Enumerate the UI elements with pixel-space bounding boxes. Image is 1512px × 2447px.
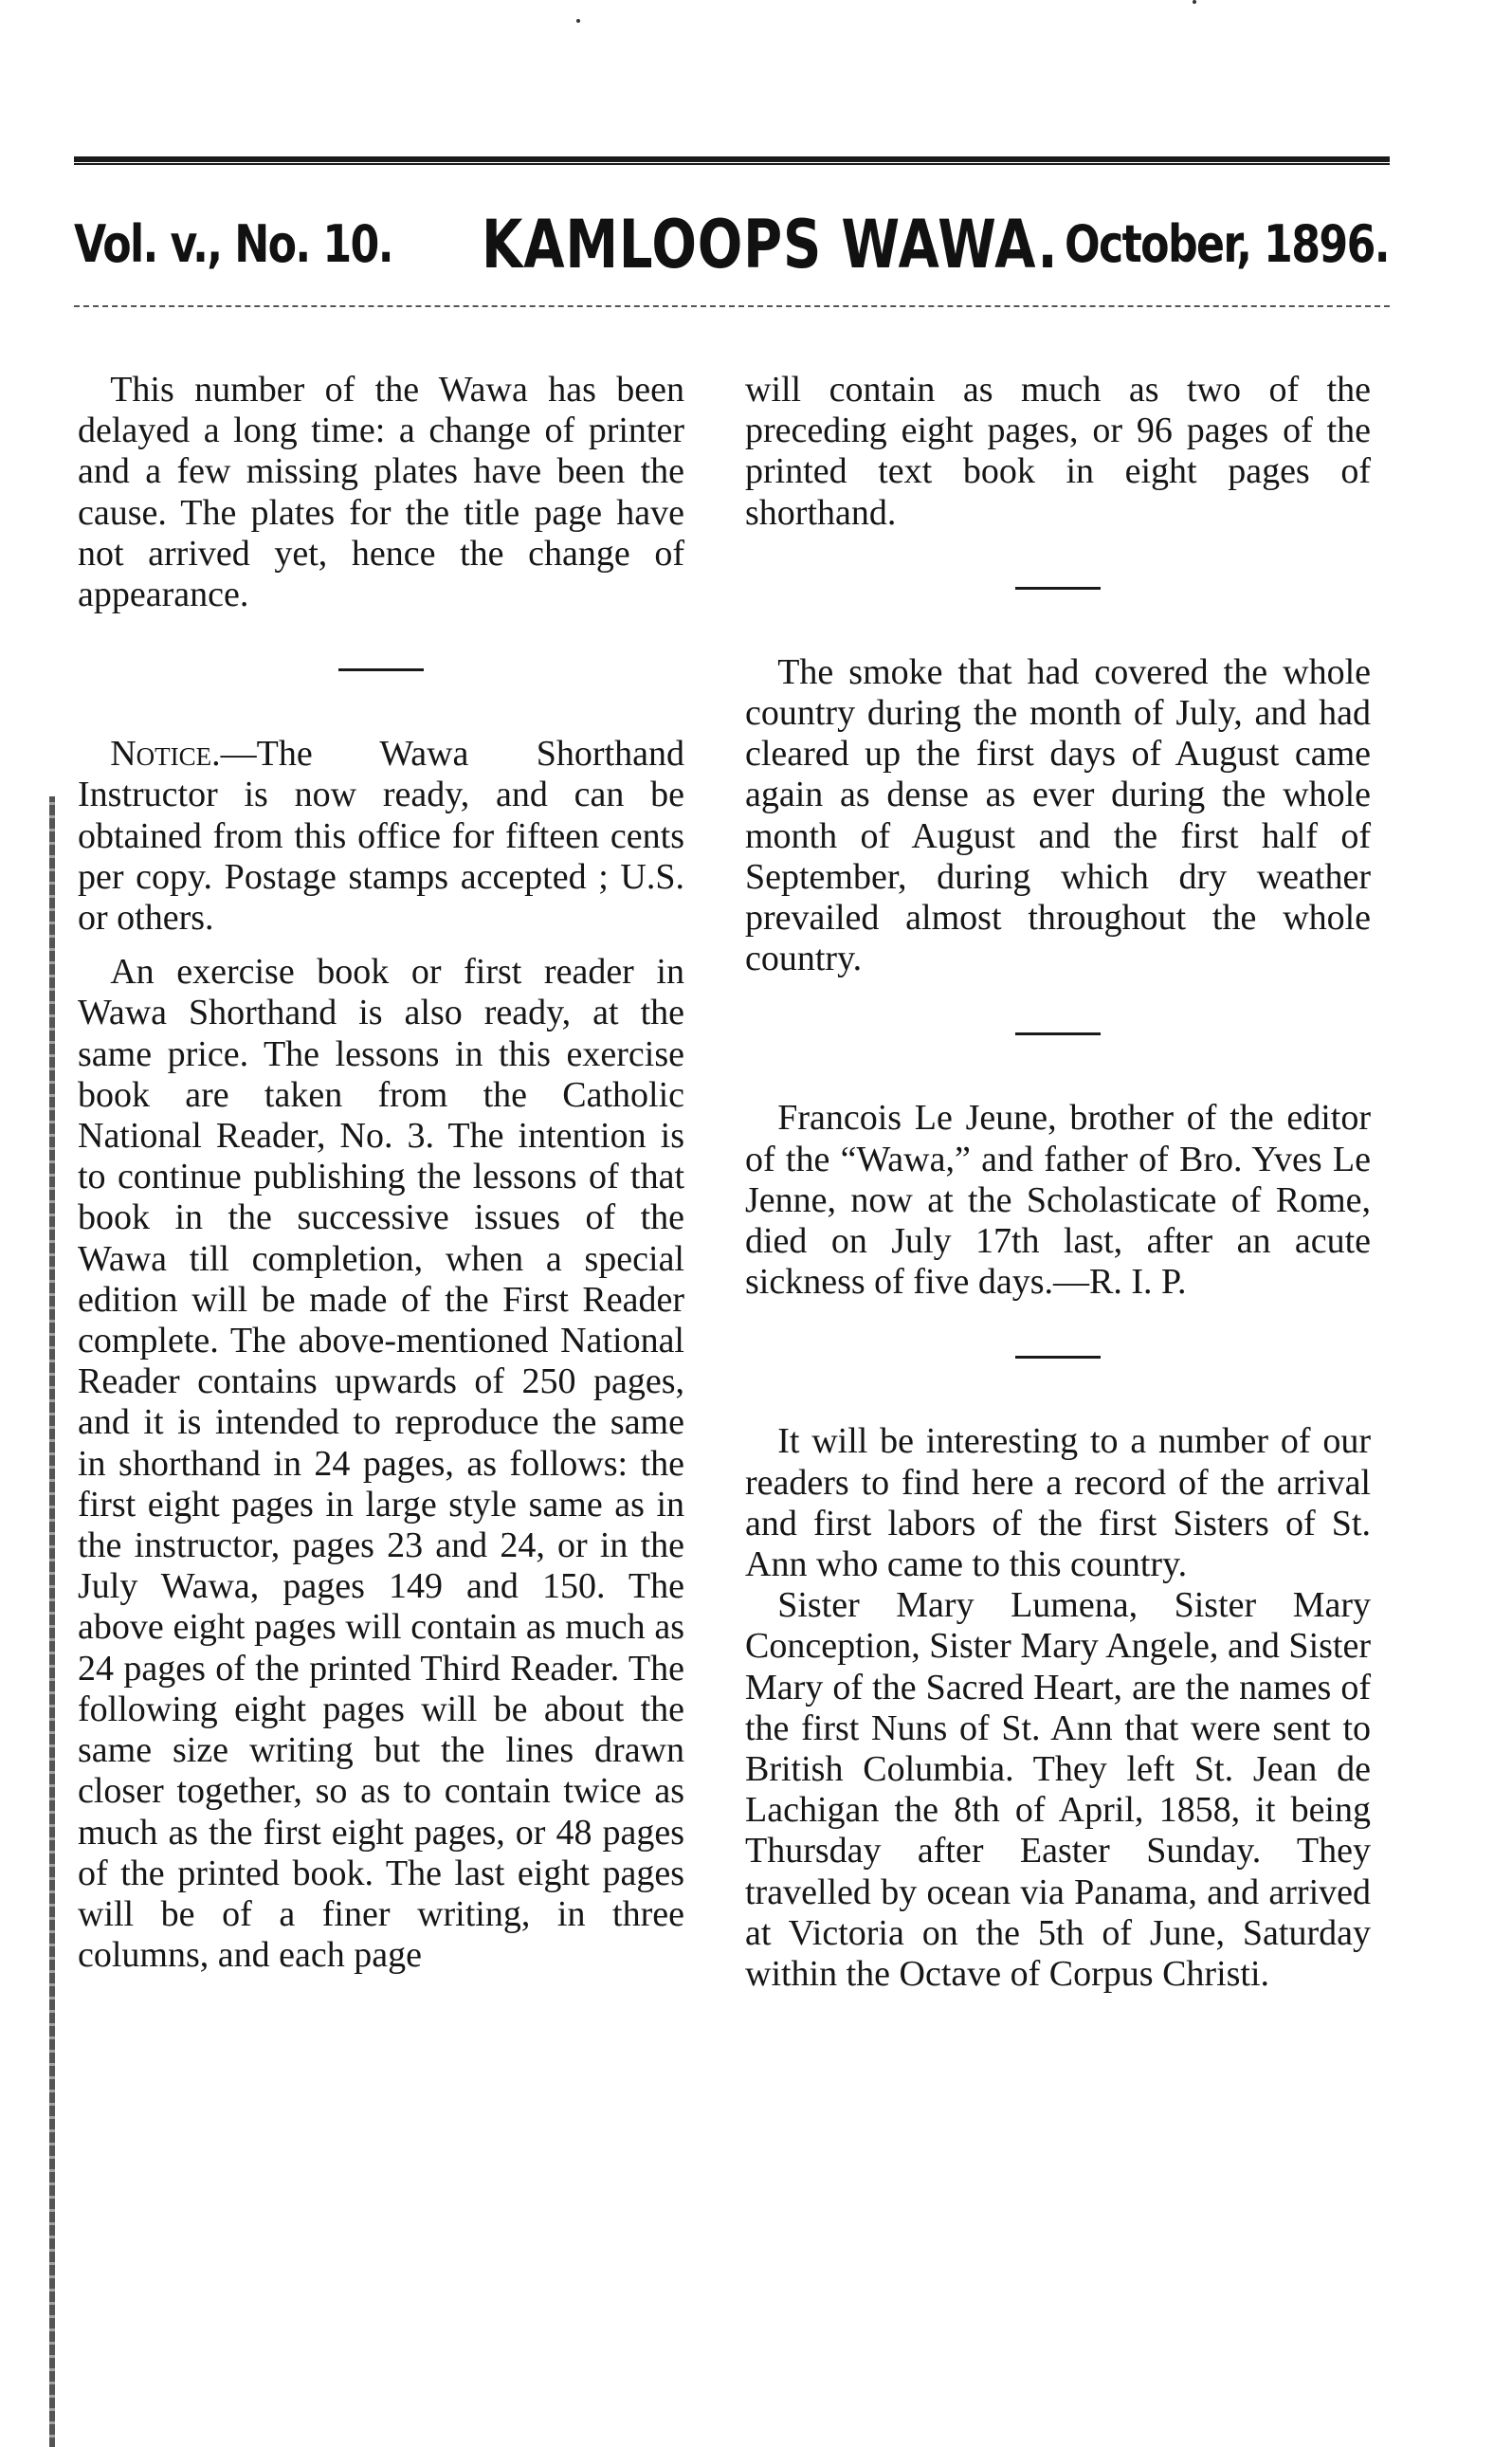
section-separator <box>1015 587 1101 590</box>
print-speck <box>576 19 580 23</box>
notice-label: Notice. <box>110 734 221 775</box>
volume-number: Vol. v., No. 10. <box>74 214 392 274</box>
scan-edge-border <box>49 796 55 2447</box>
newspaper-title: KAMLOOPS WAWA. <box>482 206 1059 283</box>
masthead-bottom-rule <box>74 305 1390 307</box>
shorthand-instructor-notice <box>78 734 684 939</box>
obituary-paragraph: Francois Le Jeune, brother of the editor of the “Wawa,” and father of Bro. Yves Le Jenne, now at the Scholasticate of Rome, died on July 17th last, after an acute sickness of five days.—R. I. P. <box>745 1098 1371 1303</box>
issue-date: October, 1896. <box>1065 214 1389 274</box>
print-speck <box>1193 0 1196 4</box>
smoke-paragraph: The smoke that had covered the whole country during the month of July, and had cleared up the first days of August came again as dense as ever during the whole month of August and the first half of September, during which dry weather prevailed almost throughout the whole country. <box>745 651 1371 979</box>
exercise-book-paragraph: An exercise book or first reader in Wawa Shorthand is also ready, at the same price. The lessons in this exercise book are taken from the Catholic National Reader, No. 3. The intention is to continue publishing the lessons of that book in the successive issues of the Wawa till completion, when a special edition will be made of the First Reader complete. The above-mentioned National Reader contains upwards of 250 pages, and it is intended to reproduce the same in shorthand in 24 pages, as follows: the first eight pages in large style same as in the instructor, pages 23 and 24, or in the July Wawa, pages 149 and 150. The above eight pages will contain as much as 24 pages of the printed Third Reader. The following eight pages will be about the same size writing but the lines drawn closer together, so as to contain twice as much as the first eight pages, or 48 pages of the printed book. The last eight pages will be of a finer writing, in three columns, and each page <box>78 952 684 1976</box>
section-separator <box>338 668 424 671</box>
section-separator <box>1015 1356 1101 1359</box>
continued-paragraph: will contain as much as two of the preceding eight pages, or 96 pages of the printed text book in eight pages of shorthand. <box>745 370 1371 533</box>
right-column <box>745 370 1371 1995</box>
sisters-names-paragraph: Sister Mary Lumena, Sister Mary Conception, Sister Mary Angele, and Sister Mary of the Sacred Heart, are the names of the first Nuns of St. Ann that were sent to British Columbia. They left St. Jean de Lachigan the 8th of April, 1858, it being Thursday after Easter Sunday. They travelled by ocean via Panama, and arrived at Victoria on the 5th of June, Saturday within the Octave of Corpus Christi. <box>745 1585 1371 1995</box>
left-column <box>78 370 684 1976</box>
notice-text: —The Wawa Shorthand Instructor is now ready, and can be obtained from this office for fifteen cents per copy. Postage stamps accepted ; U.S. or others. <box>78 734 684 939</box>
section-separator <box>1015 1032 1101 1035</box>
delay-notice-paragraph: This number of the Wawa has been delayed a long time: a change of printer and a few missing plates have been the cause. The plates for the title page have not arrived yet, hence the change of appearance. <box>78 370 684 615</box>
masthead-top-rule <box>74 156 1390 165</box>
sisters-intro-paragraph: It will be interesting to a number of our readers to find here a record of the arrival and first labors of the first Sisters of St. Ann who came to this country. <box>745 1421 1371 1585</box>
